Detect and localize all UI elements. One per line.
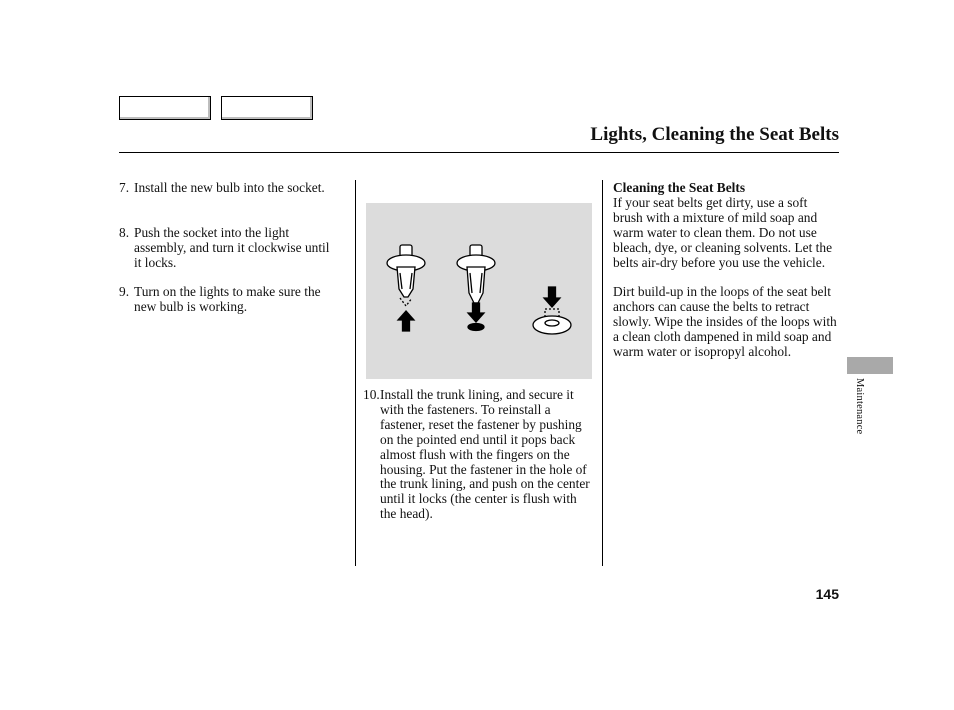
step-number: 10. bbox=[363, 387, 380, 402]
section-heading: Cleaning the Seat Belts bbox=[613, 180, 746, 195]
page-title: Lights, Cleaning the Seat Belts bbox=[590, 124, 839, 145]
seat-belt-cleaning-section bbox=[613, 181, 839, 360]
section-paragraph: If your seat belts get dirty, use a soft brush with a mixture of mild soap and warm water to clean them. Do not use bleach, dye, or cleaning solvents. Let the belts air-dry before you use the vehicle. bbox=[613, 194, 833, 270]
section-paragraph: Dirt build-up in the loops of the seat belt anchors can cause the belts to retract slowly. Wipe the insides of the loops with a clean cloth dampened in mild soap and warm water or isopropyl alcohol. bbox=[613, 284, 837, 359]
list-item bbox=[119, 226, 334, 271]
column-divider bbox=[602, 180, 603, 566]
next-page-button[interactable] bbox=[221, 96, 313, 120]
step-text: Turn on the lights to make sure the new bulb is working. bbox=[134, 284, 321, 314]
list-item bbox=[363, 388, 595, 522]
column-divider bbox=[355, 180, 356, 566]
step-number: 7. bbox=[119, 180, 130, 195]
previous-page-button[interactable] bbox=[119, 96, 211, 120]
fastener-figure bbox=[366, 203, 592, 379]
step-text: Install the trunk lining, and secure it with the fasteners. To reinstall a fastener, reset the fastener by pushing on the pointed end until it pops back almost flush with the fingers on the housing. Put the fastener in the hole of the trunk lining, and push on the center until it locks (the center is flush with the head). bbox=[380, 387, 590, 522]
fastener-reset-icon bbox=[387, 245, 425, 331]
maintenance-tab[interactable] bbox=[847, 357, 893, 374]
step-number: 8. bbox=[119, 225, 130, 240]
list-item bbox=[119, 181, 334, 196]
page-number: 145 bbox=[815, 586, 839, 602]
fastener-ready-icon bbox=[457, 245, 495, 331]
section-tab-label: Maintenance bbox=[854, 378, 865, 435]
trunk-fastener-illustration-icon bbox=[366, 203, 592, 379]
list-item bbox=[119, 285, 334, 315]
fastener-install-icon bbox=[533, 287, 571, 334]
title-divider bbox=[119, 152, 839, 153]
step-text: Push the socket into the light assembly, and turn it clockwise until it locks. bbox=[134, 225, 330, 270]
step-number: 9. bbox=[119, 284, 130, 299]
step-text: Install the new bulb into the socket. bbox=[134, 180, 325, 195]
